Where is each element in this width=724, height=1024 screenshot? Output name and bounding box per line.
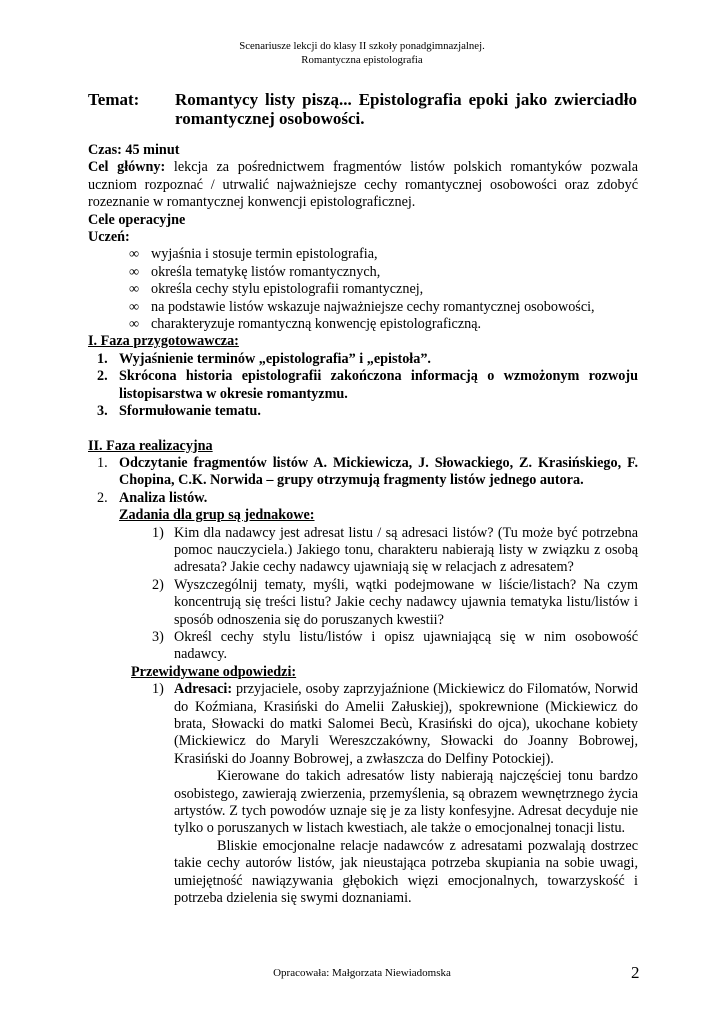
infinity-bullet-icon: ∞ [129,281,140,298]
infinity-bullet-icon: ∞ [129,316,140,333]
answer-label: Adresaci: [174,681,233,698]
goal-item: ∞ charakteryzuje romantyczną konwencję epistolograficzną. [129,316,482,333]
phase2-heading: II. Faza realizacyjna [88,437,213,454]
answer-paragraph: Kierowane do takich adresatów listy nabierają najczęściej tonu bardzo osobistego, zawierają zwierzenia, przemyślenia, są obrazem wewnętrznego życia artystów. Z tych powodów uznaje się je za listy konfesyjne. Adresat decyduje nie tylko o poruszanych w listach kwestiach, ale także o emocjonalnej tonacji listu. [174,768,638,837]
phase1-heading: I. Faza przygotowawcza: [88,333,239,350]
operational-goals-heading: Cele operacyjne [88,211,186,228]
footer-author: Opracowała: Małgorzata Niewiadomska [273,967,451,979]
running-header-title: Scenariusze lekcji do klasy II szkoły ponadgimnazjalnej. [239,40,485,52]
phase2-item: 2. Analiza listów. [97,489,208,506]
tasks-heading: Zadania dla grup są jednakowe: [119,507,315,524]
task-item: 1) Kim dla nadawcy jest adresat listu / są adresaci listów? (Tu może być potrzebna pomoc nauczyciela.) Jakiego tonu, charakteru nabierają listy w związku z osobą adresata? Jakie cechy nadawcy ujawniają się w relacjach z adresatem? [152,524,638,576]
goal-item: ∞ określa tematykę listów romantycznych, [129,263,381,280]
topic-text: Romantycy listy piszą... Epistolografia epoki jako zwierciadło romantycznej osobowości. [175,90,637,128]
infinity-bullet-icon: ∞ [129,263,140,280]
task-item: 3) Określ cechy stylu listu/listów i opisz ujawniającą się w nim osobowość nadawcy. [152,628,638,663]
page-number: 2 [631,963,640,982]
answer-paragraph: Bliskie emocjonalne relacje nadawców z adresatami pozwalają dostrzec takie cechy autorów listów, jak nieustająca potrzeba skupiania na sobie uwagi, umiejętność nawiązywania głębokich więzi emocjonalnych, towarzyskość i potrzeba dzielenia się swymi doznaniami. [174,837,638,907]
main-goal [88,159,638,211]
topic-label: Temat: [88,90,140,109]
goal-item: ∞ wyjaśnia i stosuje termin epistolografia, [129,246,378,263]
lesson-time: Czas: 45 minut [88,142,180,158]
document-body [88,142,638,907]
goal-item: ∞ na podstawie listów wskazuje najważniejsze cechy romantycznej osobowości, [129,298,595,315]
main-goal-text: lekcja za pośrednictwem fragmentów listów polskich romantyków pozwala uczniom rozpoznać / utrwalić najważniejsze cechy romantycznej osobowości oraz zdobyć rozeznanie w romantycznej konwencji epistolograficznej. [88,159,638,211]
infinity-bullet-icon: ∞ [129,298,140,315]
phase1-item: 3. Sformułowanie tematu. [97,403,261,420]
phase2-item: 1. Odczytanie fragmentów listów A. Mickiewicza, J. Słowackiego, Z. Krasińskiego, F. Chopina, C.K. Norwida – grupy otrzymują fragmenty listów jednego autora. [97,454,638,489]
answers-heading: Przewidywane odpowiedzi: [131,663,297,680]
answer-item: 1) Adresaci: przyjaciele, osoby zaprzyjaźnione (Mickiewicz do Filomatów, Norwid do Koźmiana, Krasiński do Amelii Załuskiej), spokrewnione (Mickiewicz do brata, Słowacki do matki Salomei Becù, Krasiński do ojca), ukochane kobiety (Mickiewicz do Maryli Wereszczakówny, Słowacki do Joanny Bobrowej, Krasiński do Joanny Bobrowej, a zwłaszcza do Delfiny Potockiej). [152,681,639,767]
student-label: Uczeń: [88,229,130,246]
main-goal-label: Cel główny: [88,159,166,176]
infinity-bullet-icon: ∞ [129,246,140,263]
phase1-item: 1. Wyjaśnienie terminów „epistolografia” i „epistoła”. [97,350,431,367]
phase1-item: 2. Skrócona historia epistolografii zakończona informacją o wzmożonym rozwoju listopisarstwa w okresie romantyzmu. [97,368,638,402]
goal-item: ∞ określa cechy stylu epistolografii romantycznej, [129,281,424,298]
task-item: 2) Wyszczególnij tematy, myśli, wątki podejmowane w liście/listach? Na czym koncentrują się treści listu? Jakie cechy nadawcy ujawnia tematyka listu/listów i sposób odnoszenia się do poruszanych kwestii? [152,576,638,628]
running-header-subtitle: Romantyczna epistolografia [301,54,423,66]
